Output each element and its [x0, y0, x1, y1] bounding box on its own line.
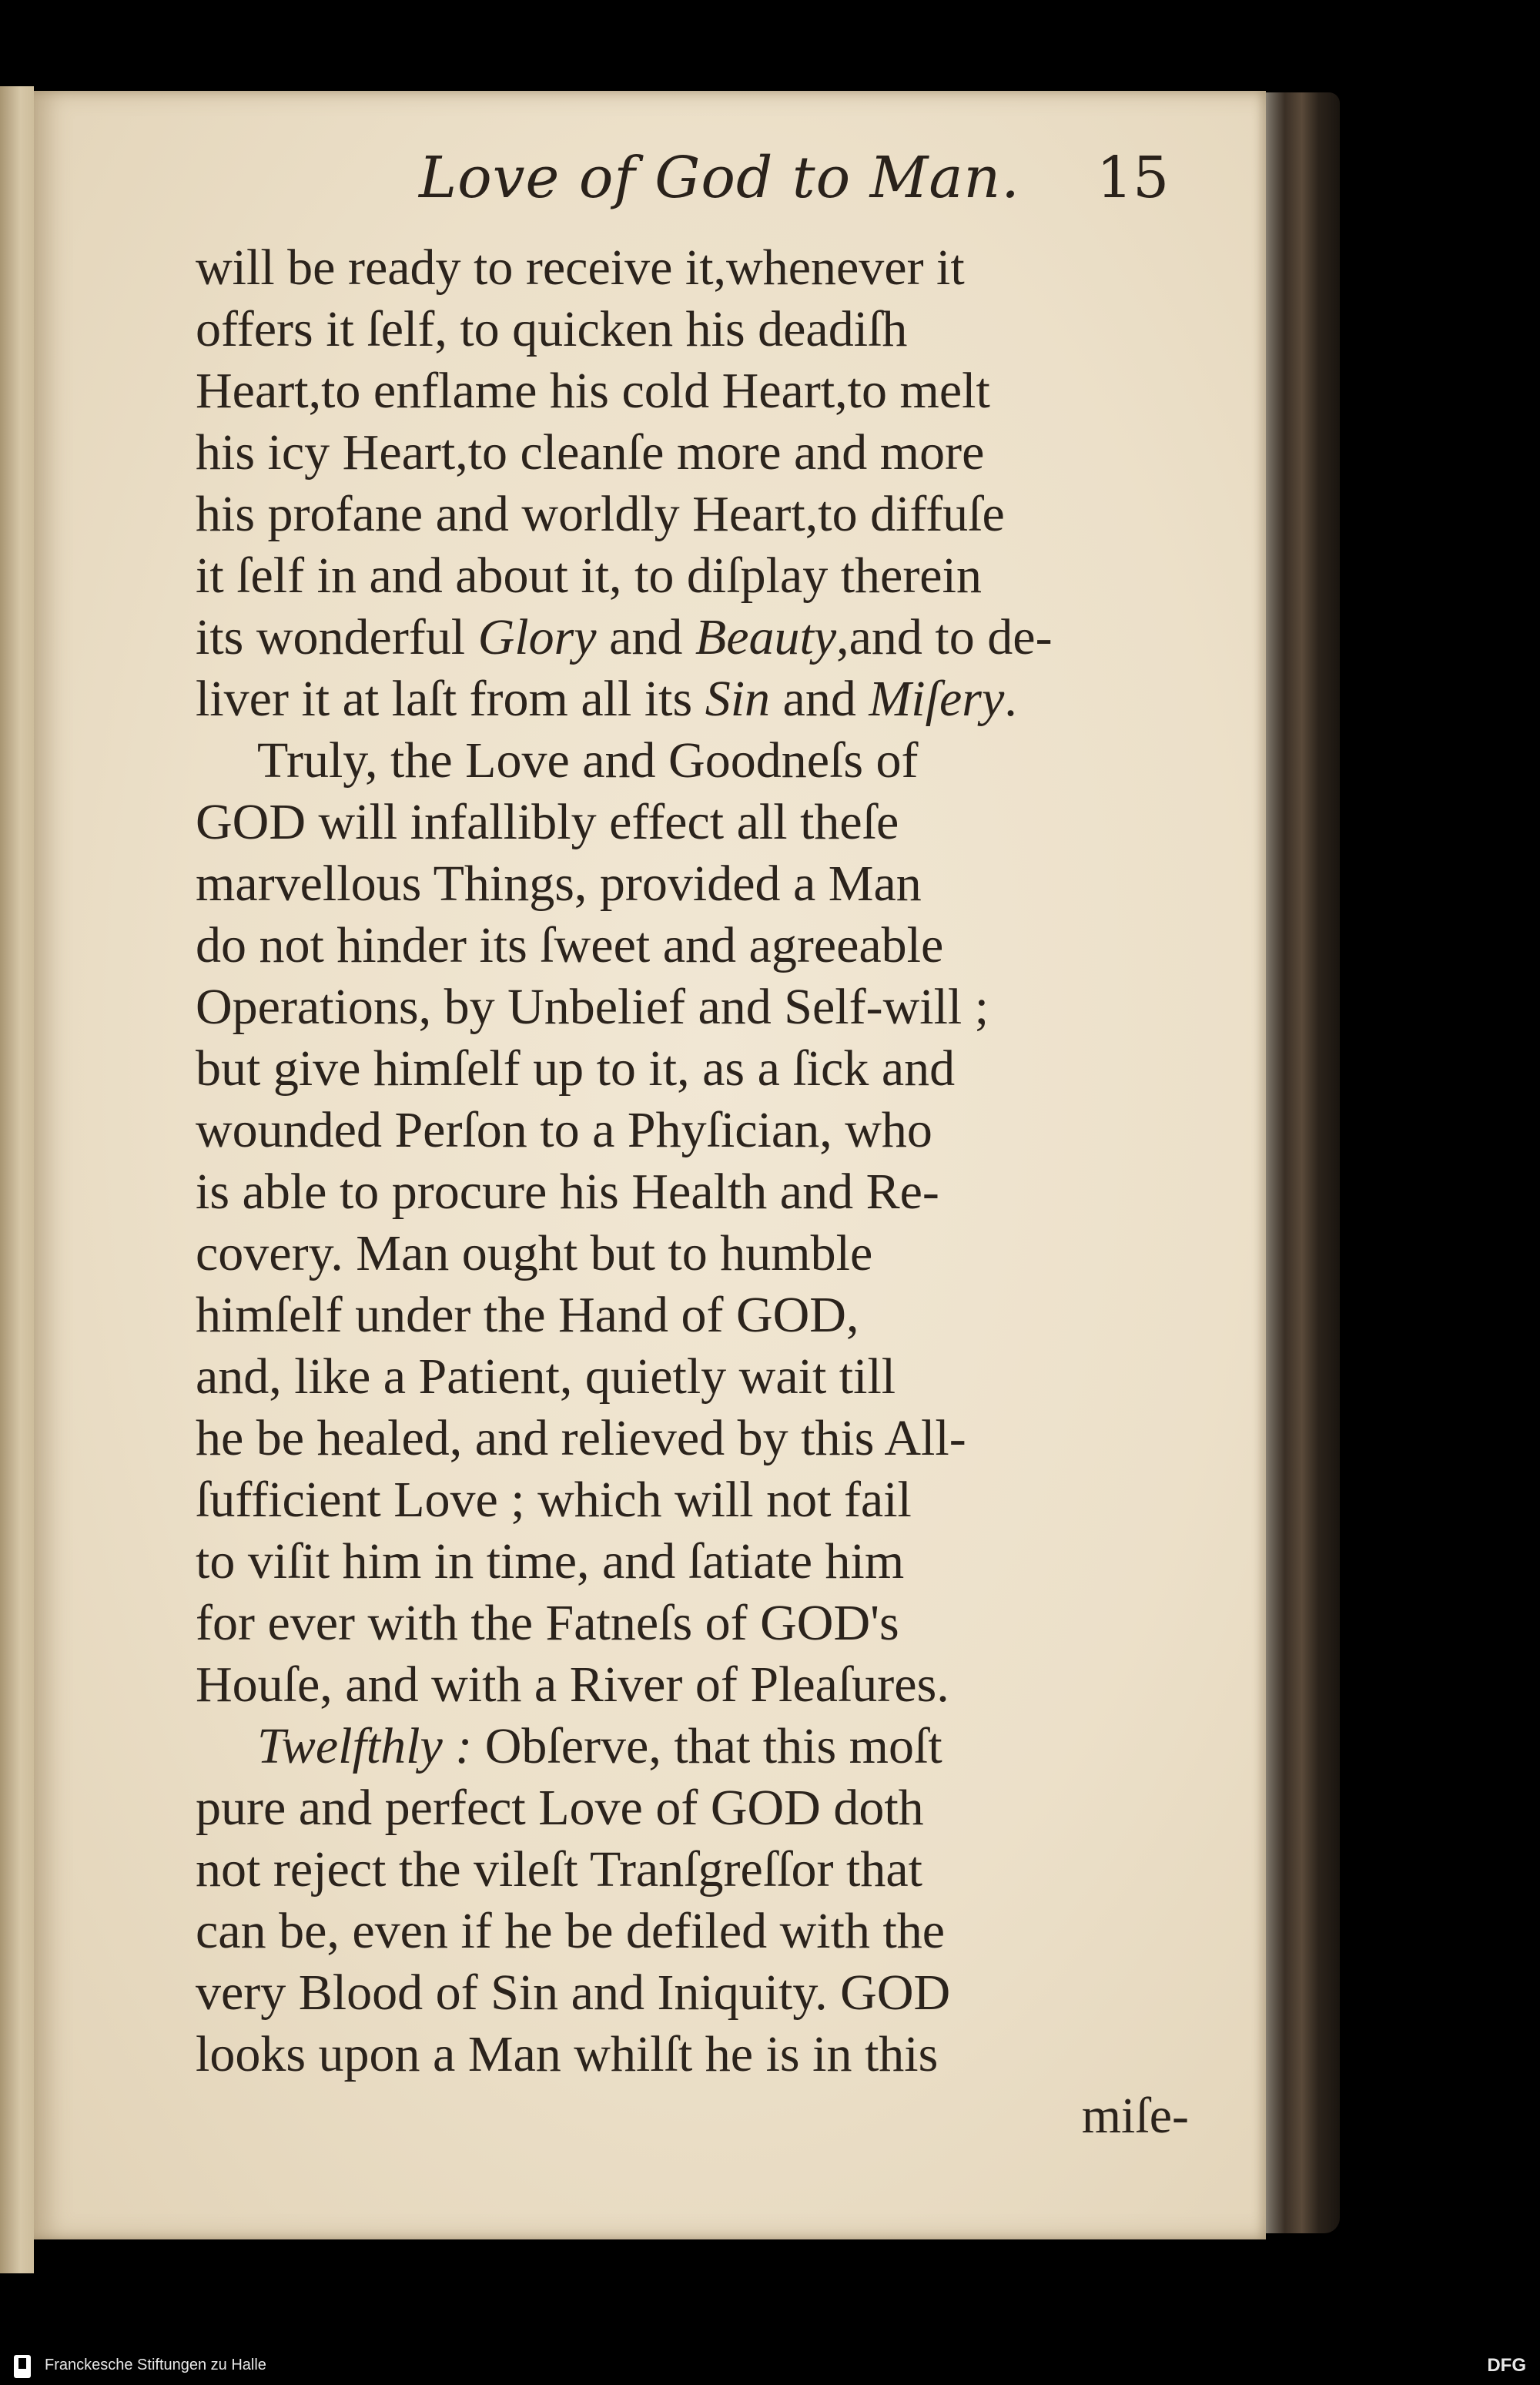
text-run: . [1004, 671, 1017, 727]
text-run: he be healed, and relieved by this All- [196, 1410, 966, 1466]
text-run: do not hinder its ſweet and agreeable [196, 917, 944, 973]
text-line [196, 1038, 1189, 1100]
text-run: Truly, the Love and Goodneſs of [257, 732, 919, 789]
text-run: looks upon a Man whilſt he is in this [196, 2026, 939, 2082]
page-number: 15 [1096, 145, 1170, 211]
text-line [196, 1654, 1189, 1716]
running-head: Love of God to Man. [419, 145, 1020, 211]
text-line [196, 607, 1189, 668]
body-text [196, 237, 1189, 2147]
text-line [196, 1285, 1189, 1346]
text-run: and [770, 671, 869, 727]
text-run: it ſelf in and about it, to diſplay therein [196, 548, 982, 604]
institution-logo-icon [14, 2355, 31, 2378]
text-line [196, 1469, 1189, 1531]
text-line [196, 853, 1189, 915]
text-run: Obſerve, that this moſt [472, 1718, 942, 1774]
footer-bar [0, 2347, 1540, 2385]
text-run: ſufficient Love ; which will not fail [196, 1472, 912, 1528]
text-run: will be ready to receive it,whenever it [196, 240, 965, 296]
text-run: ,and to de- [836, 609, 1053, 665]
text-line [196, 484, 1189, 545]
italic-text: Beauty [695, 609, 837, 665]
text-line [196, 1161, 1189, 1223]
left-page-edge [0, 86, 34, 2273]
footer-institution: Franckesche Stiftungen zu Halle [45, 2357, 266, 2373]
text-run: GOD will infallibly effect all theſe [196, 794, 899, 850]
text-run: and, like a Patient, quietly wait till [196, 1348, 896, 1405]
text-line [196, 299, 1189, 360]
text-line [196, 1839, 1189, 1901]
text-run: can be, even if he be defiled with the [196, 1903, 946, 1959]
text-line [196, 1531, 1189, 1593]
text-run: miſe- [1081, 2088, 1189, 2144]
text-line [196, 1716, 1189, 1777]
text-run: but give himſelf up to it, as a ſick and [196, 1040, 956, 1097]
text-line [196, 1901, 1189, 1962]
text-line [196, 915, 1189, 976]
text-line [196, 1962, 1189, 2024]
text-line [196, 1100, 1189, 1161]
text-line [196, 792, 1189, 853]
text-line [196, 545, 1189, 607]
text-run: his icy Heart,to cleanſe more and more [196, 424, 985, 481]
text-run: very Blood of Sin and Iniquity. GOD [196, 1965, 951, 2021]
text-line [196, 1408, 1189, 1469]
text-run: offers it ſelf, to quicken his deadiſh [196, 301, 908, 357]
text-run: covery. Man ought but to humble [196, 1225, 873, 1281]
text-run: himſelf under the Hand of GOD, [196, 1287, 859, 1343]
text-run: Houſe, and with a River of Pleaſures. [196, 1656, 949, 1713]
text-run: is able to procure his Health and Re- [196, 1164, 939, 1220]
text-run: its wonderful [196, 609, 478, 665]
text-line [196, 237, 1189, 299]
text-line [196, 2024, 1189, 2085]
text-run: pure and perfect Love of GOD doth [196, 1780, 924, 1836]
italic-text: Twelfthly : [257, 1718, 473, 1774]
text-run: not reject the vileſt Tranſgreſſor that [196, 1841, 922, 1898]
text-run: liver it at laſt from all its [196, 671, 705, 727]
text-line [196, 1777, 1189, 1839]
text-line [196, 360, 1189, 422]
italic-text: Sin [705, 671, 771, 727]
page-header [188, 145, 1189, 237]
page-stack-edge [1255, 92, 1340, 2233]
italic-text: Miſery [869, 671, 1005, 727]
text-run: marvellous Things, provided a Man [196, 856, 922, 912]
text-line [196, 422, 1189, 484]
book-page [34, 91, 1266, 2239]
text-run: Heart,to enflame his cold Heart,to melt [196, 363, 990, 419]
text-line [196, 1593, 1189, 1654]
text-run: and [596, 609, 695, 665]
text-line [196, 1346, 1189, 1408]
italic-text: Glory [477, 609, 597, 665]
text-run: to viſit him in time, and ſatiate him [196, 1533, 905, 1589]
text-run: wounded Perſon to a Phyſician, who [196, 1102, 932, 1158]
text-run: his profane and worldly Heart,to diffuſe [196, 486, 1005, 542]
text-line [196, 976, 1189, 1038]
text-line [196, 668, 1189, 730]
text-line [196, 730, 1189, 792]
footer-dfg-logo: DFG [1487, 2355, 1526, 2376]
text-run: for ever with the Fatneſs of GOD's [196, 1595, 899, 1651]
text-line [196, 1223, 1189, 1285]
text-run: Operations, by Unbelief and Self-will ; [196, 979, 989, 1035]
text-line [196, 2085, 1189, 2147]
